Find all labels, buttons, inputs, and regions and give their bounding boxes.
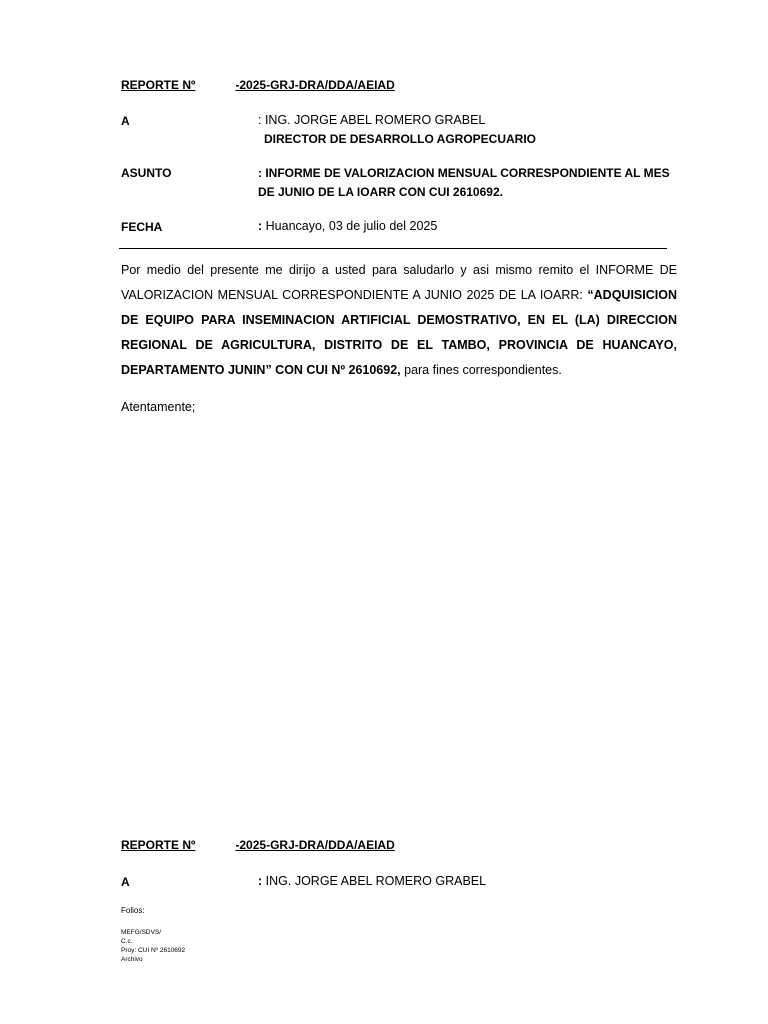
- header-divider: [119, 248, 667, 249]
- footer-references: [121, 928, 185, 964]
- salutation: Atentamente;: [121, 400, 196, 414]
- reporte-number-heading: [121, 78, 395, 92]
- asunto-label: ASUNTO: [121, 166, 172, 180]
- fecha-label: FECHA: [121, 220, 163, 234]
- a-recipient-name: : ING. JORGE ABEL ROMERO GRABEL: [258, 113, 486, 127]
- a-label-bottom: A: [121, 875, 130, 889]
- footer-line: C.c.: [121, 938, 133, 945]
- footer-line: MEFG/SDVS/: [121, 929, 162, 936]
- footer-line: Archivo: [121, 956, 143, 963]
- reporte-suffix-bottom: -2025-GRJ-DRA/DDA/AEIAD: [235, 838, 395, 852]
- asunto-line-1: : INFORME DE VALORIZACION MENSUAL CORRESPONDIENTE AL MES: [258, 166, 670, 180]
- project-name: “ADQUISICION DE EQUIPO PARA INSEMINACION ARTIFICIAL DEMOSTRATIVO, EN EL (LA) DIRECCION REGIONAL DE AGRICULTURA, DISTRITO DE EL TAMBO, PROVINCIA DE HUANCAYO, DEPARTAMENTO JUNIN” CON CUI Nº 2610692,: [121, 288, 677, 377]
- body-paragraph: [121, 258, 677, 383]
- body-intro: Por medio del presente me dirijo a usted para saludarlo y asi mismo remito el INFORME DE VALORIZACION MENSUAL CORRESPONDIENTE A JUNIO 2025 DE LA IOARR:: [121, 263, 677, 302]
- fecha-value: : Huancayo, 03 de julio del 2025: [258, 219, 438, 233]
- reporte-prefix-bottom: REPORTE Nº: [121, 838, 196, 852]
- asunto-line-2: DE JUNIO DE LA IOARR CON CUI 2610692.: [258, 185, 503, 199]
- body-closing: para fines correspondientes.: [400, 363, 562, 377]
- reporte-number-heading-bottom: [121, 838, 395, 852]
- a-recipient-title: DIRECTOR DE DESARROLLO AGROPECUARIO: [264, 132, 537, 146]
- reporte-prefix: REPORTE Nº: [121, 78, 196, 92]
- folios-label: Folios:: [121, 906, 145, 915]
- reporte-suffix: -2025-GRJ-DRA/DDA/AEIAD: [235, 78, 395, 92]
- footer-line: Proy: CUI Nº 2610692: [121, 947, 186, 954]
- a-label: A: [121, 114, 130, 128]
- a-recipient-name-bottom: : ING. JORGE ABEL ROMERO GRABEL: [258, 874, 487, 888]
